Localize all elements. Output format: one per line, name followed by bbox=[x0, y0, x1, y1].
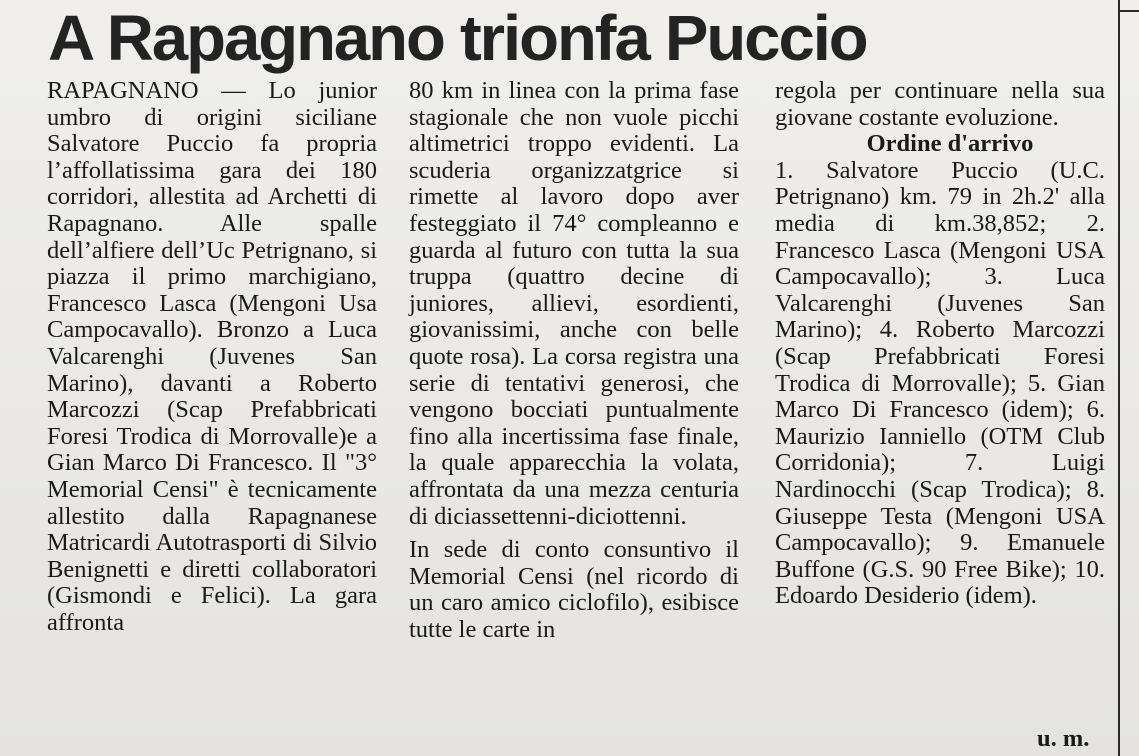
article-column-2 bbox=[409, 78, 739, 643]
results-list: 1. Salvatore Puccio (U.C. Petrignano) km. 79 in 2h.2' alla media di km.38,852; 2. Francesco Lasca (Mengoni USA Campocavallo); 3. Luca Valcarenghi (Juvenes San Marino); 4. Roberto Marcozzi (Scap Prefabbricati Foresi Trodica di Morrovalle); 5. Gian Marco Di Francesco (idem); 6. Maurizio Ianniello (OTM Club Corridonia); 7. Luigi Nardinocchi (Scap Trodica); 8. Giuseppe Testa (Mengoni USA Campocavallo); 9. Emanuele Buffone (G.S. 90 Free Bike); 10. Edoardo Desiderio (idem). bbox=[775, 156, 1105, 610]
results-title: Ordine d'arrivo bbox=[866, 130, 1034, 158]
headline: A Rapagnano trionfa Puccio bbox=[48, 2, 867, 74]
article-column-3 bbox=[775, 78, 1105, 610]
article-paragraph: In sede di conto consuntivo il Memorial Censi (nel ricordo di un caro amico ciclofilo), esibisce tutte le carte in bbox=[409, 536, 739, 643]
author-signature: u. m. bbox=[1037, 725, 1090, 752]
column-rule bbox=[1118, 0, 1120, 756]
top-rule bbox=[1118, 10, 1139, 12]
article-paragraph: RAPAGNANO — Lo junior umbro di origini siciliane Salvatore Puccio fa propria l’affollatissima gara dei 180 corridori, allestita ad Archetti di Rapagnano. Alle spalle dell’alfiere dell’Uc Petrignano, si piazza il primo marchigiano, Francesco Lasca (Mengoni Usa Campocavallo). Bronzo a Luca Valcarenghi (Juvenes San Marino), davanti a Roberto Marcozzi (Scap Prefabbricati Foresi Trodica di Morrovalle)e a Gian Marco Di Francesco. Il "3° Memorial Censi" è tecnicamente allestito dalla Rapagnanese Matricardi Autotrasporti di Silvio Benignetti e diretti collaboratori (Gismondi e Felici). La gara affronta bbox=[47, 77, 377, 636]
article-paragraph: regola per continuare nella sua giovane costante evoluzione. bbox=[775, 77, 1105, 131]
article-column-1 bbox=[47, 78, 377, 636]
article-paragraph: 80 km in linea con la prima fase stagionale che non vuole picchi altimetrici troppo evidenti. La scuderia organizzatgrice si rimette al lavoro dopo aver festeggiato il 74° compleanno e guarda al futuro con tutta la sua truppa (quattro decine di juniores, allievi, esordienti, giovanissimi, anche con belle quote rosa). La corsa registra una serie di tentativi generosi, che vengono bocciati puntualmente fino alla incertissima fase finale, la quale apparecchia la volata, affrontata da una mezza centuria di diciassettenni-diciottenni. bbox=[409, 77, 739, 530]
